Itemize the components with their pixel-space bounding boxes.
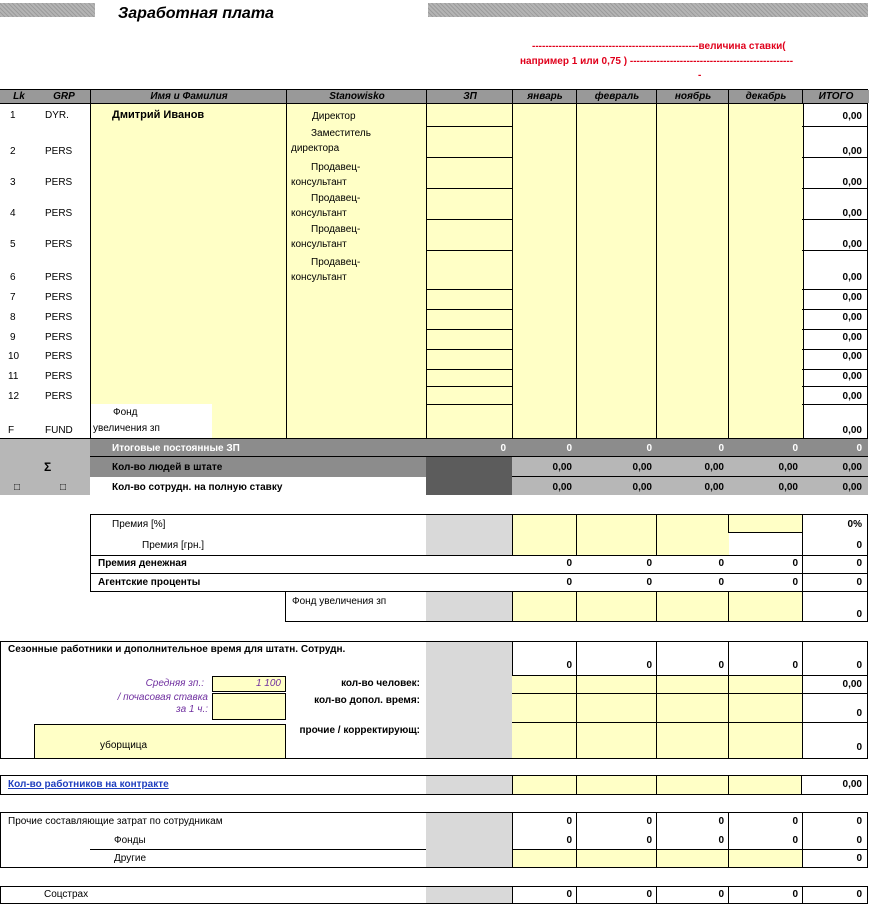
row-6-lk: 6 (10, 272, 16, 283)
seasonal-nov: 0 (718, 660, 724, 671)
seasonal-month-inputs[interactable] (512, 676, 802, 758)
others-total: 0 (856, 853, 862, 864)
row-2-lk: 2 (10, 146, 16, 157)
row-11-grp: PERS (45, 371, 73, 382)
row-fund-grp: FUND (45, 425, 73, 436)
row-9-grp: PERS (45, 332, 73, 343)
social-feb: 0 (646, 889, 652, 900)
funds-feb: 0 (646, 835, 652, 846)
others-label: Другие (114, 853, 147, 864)
row-7-lk: 7 (10, 292, 16, 303)
row-7-grp: PERS (45, 292, 73, 303)
contract-sep-3 (728, 776, 729, 794)
bonus-cash-jan: 0 (566, 558, 572, 569)
row-5-lk: 5 (10, 239, 16, 250)
bonus-sep-2 (656, 515, 657, 555)
bonus-dec-input[interactable] (728, 515, 802, 533)
row-1-position[interactable]: Директор (312, 111, 356, 122)
oc-nov: 0 (718, 816, 724, 827)
row-3-position[interactable]: Продавец-консультант (291, 162, 361, 188)
funds-dec: 0 (792, 835, 798, 846)
bonus-pct-total: 0% (847, 519, 862, 530)
dec-column[interactable] (728, 104, 804, 438)
row-1-lk: 1 (10, 110, 16, 121)
contract-salary-grey (426, 776, 512, 794)
fixed-total-label: Итоговые постоянные ЗП (112, 443, 240, 454)
row-10-grp: PERS (45, 351, 73, 362)
bonus-uah-total: 0 (856, 540, 862, 551)
staff-feb: 0,00 (632, 462, 652, 473)
oc-feb: 0 (646, 816, 652, 827)
row-3-grp: PERS (45, 177, 73, 188)
row-5-total: 0,00 (842, 239, 862, 250)
checkbox-left-icon[interactable]: □ (14, 482, 21, 493)
row-10-total: 0,00 (842, 351, 862, 362)
funds-jan: 0 (566, 835, 572, 846)
agent-feb: 0 (646, 577, 652, 588)
bonus-sep-1 (576, 515, 577, 555)
row-10-lk: 10 (8, 351, 20, 362)
col-total: ИТОГО (802, 90, 869, 103)
staff-dec: 0,00 (778, 462, 798, 473)
row-4-total: 0,00 (842, 208, 862, 219)
agent-jan: 0 (566, 577, 572, 588)
nov-column[interactable] (656, 104, 729, 438)
row-3-lk: 3 (10, 177, 16, 188)
staff-count-label: Кол-во людей в штате (112, 462, 223, 473)
row-2-grp: PERS (45, 146, 73, 157)
social-nov: 0 (718, 889, 724, 900)
seasonal-line-3 (512, 722, 868, 723)
fixed-salary-value: 0 (500, 443, 506, 454)
row-8-grp: PERS (45, 312, 73, 323)
row-6-position[interactable]: Продавец-консультант (291, 257, 361, 283)
feb-column[interactable] (576, 104, 657, 438)
checkbox-right-icon[interactable]: □ (60, 482, 67, 493)
row-4-position[interactable]: Продавец-консультант (291, 193, 361, 219)
extra-time-label: кол-во допол. время: (314, 695, 420, 706)
bonus-cash-dec: 0 (792, 558, 798, 569)
bonus-cash-nov: 0 (718, 558, 724, 569)
fixed-nov-value: 0 (718, 443, 724, 454)
seasonal-total: 0 (856, 660, 862, 671)
agent-nov: 0 (718, 577, 724, 588)
page-title: Заработная плата (118, 5, 274, 22)
col-position: Stanowisko (286, 90, 427, 103)
sigma-icon: Σ (44, 460, 52, 474)
contract-month-inputs[interactable] (512, 776, 802, 794)
row-12-lk: 12 (8, 391, 20, 402)
fte-jan: 0,00 (552, 482, 572, 493)
row-12-grp: PERS (45, 391, 73, 402)
seasonal-y-sep-3 (728, 676, 729, 758)
salary-grid (426, 104, 512, 438)
hourly-rate-input[interactable] (212, 693, 286, 720)
staff-jan: 0,00 (552, 462, 572, 473)
oc-total: 0 (856, 816, 862, 827)
title-bar-right (428, 3, 868, 17)
staff-nov: 0,00 (704, 462, 724, 473)
bonus-pct-label: Премия [%] (112, 519, 166, 530)
fund-salary-grey (426, 592, 512, 621)
avg-salary-input[interactable]: 1 100 (212, 676, 286, 692)
row-12-total: 0,00 (842, 391, 862, 402)
row-7-total: 0,00 (842, 292, 862, 303)
col-nov: ноябрь (656, 90, 729, 103)
rate-note-line1: --------------------------------------------------величина ставки( (532, 41, 786, 52)
row-5-position[interactable]: Продавец-консультант (291, 224, 361, 250)
fte-nov: 0,00 (704, 482, 724, 493)
rate-note-line2: например 1 или 0,75 ) ------------------------------------------------- (520, 56, 794, 67)
hourly-rate-label: / почасовая ставка за 1 ч.: (117, 692, 208, 715)
oc-dec: 0 (792, 816, 798, 827)
rate-note-line3: - (698, 70, 702, 81)
social-jan: 0 (566, 889, 572, 900)
contract-link[interactable]: Кол-во работников на контракте (8, 779, 169, 790)
fund-increase-total: 0 (856, 609, 862, 620)
funds-nov: 0 (718, 835, 724, 846)
other-costs-label: Прочие составляющие затрат по сотрудникам (8, 816, 223, 827)
staff-salary-dark (426, 457, 512, 495)
funds-label: Фонды (114, 835, 146, 846)
social-insurance-label: Соцстрах (44, 889, 89, 900)
row-9-lk: 9 (10, 332, 16, 343)
bonus-line-2 (90, 573, 868, 574)
seasonal-y-sep-2 (656, 676, 657, 758)
social-dec: 0 (792, 889, 798, 900)
cleaner-label: уборщица (100, 740, 148, 751)
seasonal-feb: 0 (646, 660, 652, 671)
fte-total: 0,00 (842, 482, 862, 493)
social-total: 0 (856, 889, 862, 900)
fund-month-inputs[interactable] (512, 592, 802, 621)
other-correcting-total: 0 (856, 742, 862, 753)
fund-sep-1 (576, 592, 577, 621)
cleaner-input[interactable] (34, 724, 286, 758)
bonus-salary-grey (426, 515, 512, 555)
agent-pct-label: Агентские проценты (98, 577, 201, 588)
seasonal-dec: 0 (792, 660, 798, 671)
funds-total: 0 (856, 835, 862, 846)
extra-total: 0 (856, 708, 862, 719)
row-fund-lk: F (8, 425, 15, 436)
fund-increase-label: Фонд увеличения зп (292, 596, 387, 607)
col-dec: декабрь (728, 90, 803, 103)
people-total: 0,00 (842, 679, 862, 690)
col-feb: февраль (576, 90, 657, 103)
oc-jan: 0 (566, 816, 572, 827)
seasonal-line-2 (512, 693, 868, 694)
col-salary: ЗП (426, 90, 513, 103)
col-jan: январь (512, 90, 577, 103)
bonus-cash-feb: 0 (646, 558, 652, 569)
row-11-total: 0,00 (842, 371, 862, 382)
fixed-jan-value: 0 (566, 443, 572, 454)
agent-total: 0 (856, 577, 862, 588)
fte-count-label: Кол-во сотрудн. на полную ставку (112, 482, 283, 493)
seasonal-y-sep-1 (576, 676, 577, 758)
fund-sep-2 (656, 592, 657, 621)
row-4-grp: PERS (45, 208, 73, 219)
row-6-grp: PERS (45, 272, 73, 283)
col-name: Имя и Фамилия (90, 90, 287, 103)
row-fund-total: 0,00 (842, 425, 862, 436)
others-sep-2 (656, 850, 657, 867)
other-costs-salary-grey (426, 813, 512, 867)
seasonal-salary-grey (426, 642, 512, 758)
bonus-cash-total: 0 (856, 558, 862, 569)
social-salary-grey (426, 887, 512, 903)
row-1-grp: DYR. (45, 110, 69, 121)
others-line (90, 849, 426, 850)
staff-divider (512, 476, 868, 477)
seasonal-header: Сезонные работники и дополнительное время для штатн. Сотрудн. (8, 644, 346, 655)
row-8-total: 0,00 (842, 312, 862, 323)
people-count-label: кол-во человек: (341, 678, 420, 689)
agent-dec: 0 (792, 577, 798, 588)
row-9-total: 0,00 (842, 332, 862, 343)
fte-feb: 0,00 (632, 482, 652, 493)
row-3-total: 0,00 (842, 177, 862, 188)
bonus-uah-label: Премия [грн.] (142, 540, 205, 551)
row-2-position[interactable]: Заместитель директора (291, 128, 371, 154)
row-5-grp: PERS (45, 239, 73, 250)
row-8-lk: 8 (10, 312, 16, 323)
others-sep-1 (576, 850, 577, 867)
row-2-total: 0,00 (842, 146, 862, 157)
contract-sep-2 (656, 776, 657, 794)
name-column[interactable] (90, 104, 287, 404)
row-1-total: 0,00 (842, 111, 862, 122)
contract-sep-1 (576, 776, 577, 794)
avg-salary-label: Средняя зп.: (145, 678, 204, 689)
seasonal-jan: 0 (566, 660, 572, 671)
row-fund-name: Фонд увеличения зп (93, 407, 160, 434)
summary-left-grey (0, 439, 90, 457)
others-month-inputs[interactable] (513, 850, 802, 867)
fund-left-blank (90, 592, 286, 622)
col-grp: GRP (38, 90, 90, 103)
fixed-total-value: 0 (856, 443, 862, 454)
fund-sep-3 (728, 592, 729, 621)
other-correcting-label: прочие / корректирующ: (299, 725, 420, 736)
title-bar-left (0, 3, 95, 17)
fund-name-yellow[interactable] (212, 404, 286, 438)
bonus-line-1 (90, 555, 868, 556)
col-lk: Lk (0, 90, 38, 103)
row-6-total: 0,00 (842, 272, 862, 283)
bonus-month-inputs[interactable] (512, 515, 729, 555)
row-11-lk: 11 (8, 371, 19, 382)
jan-column[interactable] (512, 104, 577, 438)
others-sep-3 (728, 850, 729, 867)
fixed-feb-value: 0 (646, 443, 652, 454)
staff-total: 0,00 (842, 462, 862, 473)
bonus-cash-label: Премия денежная (98, 558, 187, 569)
contract-total: 0,00 (842, 779, 862, 790)
fte-dec: 0,00 (778, 482, 798, 493)
row-4-lk: 4 (10, 208, 16, 219)
fixed-dec-value: 0 (792, 443, 798, 454)
row-1-name[interactable]: Дмитрий Иванов (112, 109, 205, 121)
